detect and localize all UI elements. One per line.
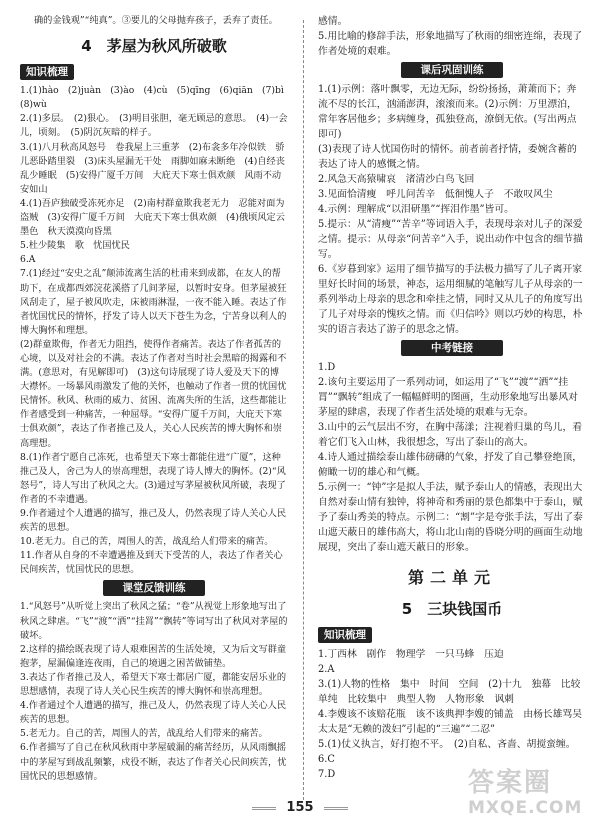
rv-item-3: 3.见面恰清瘦 呼儿问苦辛 低徊愧人子 不敢叹风尘 [318,189,553,200]
right-column [318,14,586,782]
column-divider [303,20,304,800]
rv-item-2: 2.风急天高猿啸哀 渚清沙白鸟飞回 [318,174,475,185]
r-top-item-2: 5.用比喻的修辞手法，形象地描写了秋雨的细密连绵，表现了作者处境的艰难。 [318,31,583,57]
l4-item-10: 10.老无力。自己的苦，周围人的苦，战乱给人们带来的痛苦。 [20,536,274,548]
rv-item-6: 6.《岁暮到家》运用了细节描写的手法极力描写了儿子离开家里好长时间的场景，神态，运用细腻的笔触写儿子从母亲的一系列举动上母亲的思念和牵挂之情，同时又从儿子的角度写出了儿子对母亲的愧疚之情。而《归信吟》则以巧妙的构思，朴实的语言表达了游子的思念之情。 [318,264,583,335]
badge-knowledge-5: 知识梳理 [318,627,372,643]
fb-item-6: 6.作者描写了自己在秋风秋雨中茅屋破漏的痛苦经历，从风雨飘摇中的茅屋写到战乱频繁，戍役不断，表达了作者关心民间疾苦，忧国忧民的思想感情。 [20,742,287,782]
lesson-4-title: 4 茅屋为秋风所破歌 [81,37,227,56]
fb-item-1: 1.“风怒号”从听觉上突出了秋风之猛；“卷”从视觉上形象地写出了秋风之肆虐。“飞”“渡”“洒”“挂罥”“飘转”等词写出了秋风对茅屋的破坏。 [20,601,288,641]
fb-item-5: 5.老无力。自己的苦，周围人的苦，战乱给人们带来的痛苦。 [20,728,268,740]
ex-item-3: 3.山中的云气层出不穷，在胸中荡漾；注视着归巢的鸟儿，看着它们飞入山林，我很想念，写出了泰山的高大。 [318,422,583,448]
l5-item-4: 4.李嫂该不该赔花瓶 该不该典押李嫂的铺盖 由杨长雄骂吴太太是“无赖的泼妇”引起的“三遍”“二忍” [318,709,583,735]
ex-item-5: 5.示例一：“钟”字是拟人手法，赋予泰山人的情感，表现出大自然对泰山情有独钟，将神奇和秀丽的景色都集中于泰山，赋予了泰山秀美的特点。示例二：“割”字是夸张手法，写出了泰山遮天蔽日的雄伟高大，将山北山南的昏晓分明的画面生动地展现，突出了泰山遮天蔽日的形象。 [318,482,583,553]
l4-item-7b: (2)群童欺侮，作者无力阻挡，使得作者痛苦。表达了作者孤苦的心境，以及对社会的不满。表达了作者对当时社会黑暗的揭露和不满。(意思对，有见解即可) (3)这句诗展现了诗人爱及天下的博大襟怀。一场暴风雨激发了他的关怀，也触动了作者一贯的忧国忧民情怀。秋风、秋雨的威力、贫困、流离失所的生活，这些都能让作者感受到一种痛苦，一种屈辱。“安得广厦千万间，大庇天下寒士俱欢颜”，表达了作者推己及人，关心人民疾苦的博大胸怀和崇高理想。 [20,338,287,449]
l5-item-2: 2.A [318,664,335,675]
left-top-text: 确的金钱观”“纯真”。③要儿的父母抛弃孩子，丢弃了责任。 [34,15,278,26]
unit-2-title: 第二单元 [407,568,496,587]
fb-item-3: 3.表达了作者推己及人，希望天下寒士都居广厦，都能安居乐业的思想感情，表现了诗人关心民生疾苦的博大胸怀和崇高理想。 [20,671,287,698]
l4-item-1: 1.(1)hào (2)juàn (3)ào (4)cù (5)qīng (6)qiān (7)bì (8)wù [20,85,293,111]
badge-feedback: 课堂反馈训练 [103,580,205,596]
l4-item-6: 6.A [20,254,36,266]
fb-item-2: 2.这样的描绘既表现了诗人艰难困苦的生活处境，又为后文写群童抱茅，屋漏偏逢连夜雨，自己的境遇之困苦做铺垫。 [20,643,287,669]
rv-item-4: 4.示例：理解成“以泪研墨”“挥泪作墨”皆可。 [318,204,514,215]
watermark-logo [468,768,588,824]
l4-item-9: 9.作者通过个人遭遇的描写，推己及人，仍然表现了诗人关心人民疾苦的思想。 [20,508,287,534]
rv-item-1b: (3)表现了诗人忧国伤时的情怀。前者前者抒情，委婉含蓄的表达了诗人的感慨之情。 [318,144,577,170]
badge-exam: 中考链接 [401,340,503,356]
l5-item-7: 7.D [318,769,336,780]
watermark-mark: 答案圈 [468,768,553,798]
rv-item-1: 1.(1)示例：落叶飘零，无边无际，纷纷扬扬，萧萧而下；奔流不尽的长江，汹涌澎湃，滚滚而来。(2)示例：万里漂泊，常年客居他乡；多病缠身，孤独登高，潦倒无依。(写出两点即可) [318,84,577,140]
l5-item-6: 6.C [318,754,335,765]
l5-item-5: 5.(1)仗义执言，好打抱不平。 (2)自私、吝啬、胡搅蛮缠。 [318,739,576,750]
l5-item-1: 1.丁西林 剧作 物理学 一只马蜂 压迫 [318,649,504,660]
l4-item-3: 3.(1)八月秋高风怒号 卷我屋上三重茅 (2)布衾多年冷似铁 骄儿恶卧踏里裂 (3)床头屋漏无干处 雨脚如麻未断绝 (4)自经丧乱少睡眠 (5)安得广厦千万间 大庇天下寒士俱欢颜 风雨不动安如山 [20,141,285,195]
lesson-5-title: 5 三块钱国币 [401,600,503,618]
rv-item-5: 5.提示：从“清瘦”“苦辛”等词语入手，表现母亲对儿子的深爱之情。提示：从母亲“问苦辛”入手，说出动作中包含的细节描写。 [318,219,583,260]
page-number: 155 [280,800,320,815]
r-top-item-1: 感情。 [318,16,348,27]
l4-item-2: 2.(1)多层。 (2)狠心。 (3)明目张胆，毫无顾忌的意思。 (4)一会儿，顷刻。 (5)阴沉灰暗的样子。 [20,113,288,139]
badge-review: 课后巩固训练 [401,62,503,78]
l5-item-3: 3.(1)人物的性格 集中 时间 空间 (2)十九 独幕 比较单纯 比较集中 典型人物 人物形象 讽刺 [318,679,581,705]
l4-item-8: 8.(1)作者宁愿自己冻死，也希望天下寒士都能住进“广厦”，这种推己及人，舍己为人的崇高理想，表现了诗人博大的胸怀。(2)“风怒号”，诗人写出了秋风之大。(3)通过写茅屋被秋风所破，表现了作者的不幸遭遇。 [20,451,286,505]
badge-knowledge-4: 知识梳理 [20,64,74,80]
ex-item-1: 1.D [318,362,336,373]
ex-item-4: 4.诗人通过描绘泰山雄伟磅礴的气象，抒发了自己攀登绝顶，俯瞰一切的雄心和气概。 [318,452,583,478]
l4-item-7: 7.(1)经过“安史之乱”颠沛流离生活的杜甫来到成都，在友人的帮助下，在成都西郊浣花溪搭了几间茅屋，以暂时安身。但茅屋被狂风刮走了，屋子被风吹走，床被雨淋湿，一夜不能入睡。表达了作者忧国忧民的情怀，抒发了诗人以天下苍生为念，宁苦身以利人的博大胸怀和理想。 [20,268,287,336]
l4-item-5: 5.杜少陵集 歌 忧国忧民 [20,240,130,252]
l4-item-4: 4.(1)吾庐独破受冻死亦足 (2)南村群童欺我老无力 忍能对面为盗贼 (3)安得广厦千万间 大庇天下寒士俱欢颜 (4)俄顷风定云墨色 秋天漠漠向昏黑 [20,197,285,238]
watermark-url: MXQE.COM [468,798,583,818]
ex-item-2: 2.该句主要运用了一系列动词，如运用了“飞”“渡”“洒”“挂罥”“飘转”组成了一幅幅鲜明的图画，生动形象地写出暴风对茅屋的肆虐，表现了作者生活处境的艰难与无奈。 [318,377,578,418]
l4-item-11: 11.作者从自身的不幸遭遇推及到天下受苦的人，表达了作者关心民间疾苦，忧国忧民的思想。 [20,550,283,576]
fb-item-4: 4.作者通过个人遭遇的描写，推己及人，仍然表现了诗人关心人民疾苦的思想。 [20,700,287,726]
left-column [20,14,293,784]
